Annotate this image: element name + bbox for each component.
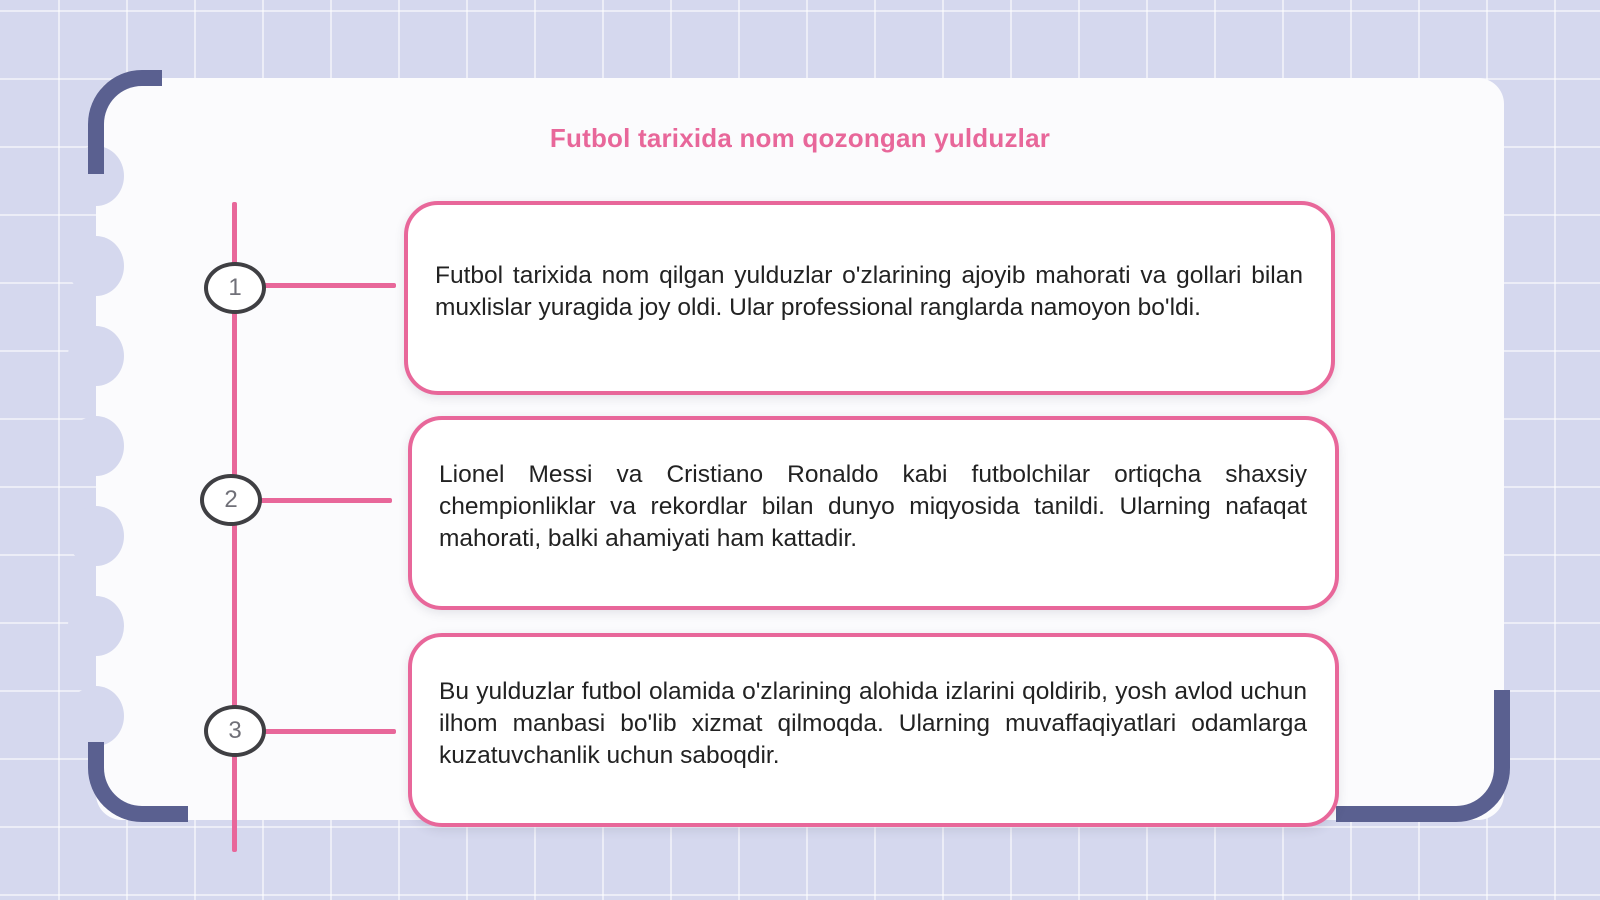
timeline-connector xyxy=(262,283,396,288)
paper-edge-scallop xyxy=(68,686,124,746)
paper-edge-scallop xyxy=(68,416,124,476)
slide-title: Futbol tarixida nom qozongan yulduzlar xyxy=(549,123,1051,153)
frame-corner-top-left xyxy=(88,70,162,174)
step-number-2: 2 xyxy=(200,474,262,526)
card-text: Bu yulduzlar futbol olamida o'zlarining alohida izlarini qoldirib, yosh avlod uchun ilhom manbasi bo'lib xizmat qilmoqda. Ularning muvaffaqiyatlari odamlarga kuzatuvchanlik uchun saboqdir. xyxy=(439,678,1307,769)
step-number-3: 3 xyxy=(204,705,266,757)
timeline-card-1 xyxy=(404,201,1335,395)
step-number-1: 1 xyxy=(204,262,266,314)
frame-corner-bottom-right xyxy=(1336,690,1510,822)
card-text: Futbol tarixida nom qilgan yulduzlar o'zlarining ajoyib mahorati va gollari bilan muxlislar yuragida joy oldi. Ular professional ranglarda namoyon bo'ldi. xyxy=(435,262,1303,321)
timeline-card-2 xyxy=(408,416,1339,610)
paper-edge-scallop xyxy=(68,326,124,386)
timeline-connector xyxy=(258,498,392,503)
paper-edge-scallop xyxy=(68,506,124,566)
card-text: Lionel Messi va Cristiano Ronaldo kabi futbolchilar ortiqcha shaxsiy chempionliklar va rekordlar bilan dunyo miqyosida tanildi. Ularning nafaqat mahorati, balki ahamiyati ham kattadir. xyxy=(439,461,1307,552)
paper-edge-scallop xyxy=(68,236,124,296)
timeline-card-3 xyxy=(408,633,1339,827)
paper-edge-scallop xyxy=(68,596,124,656)
timeline-connector xyxy=(262,729,396,734)
